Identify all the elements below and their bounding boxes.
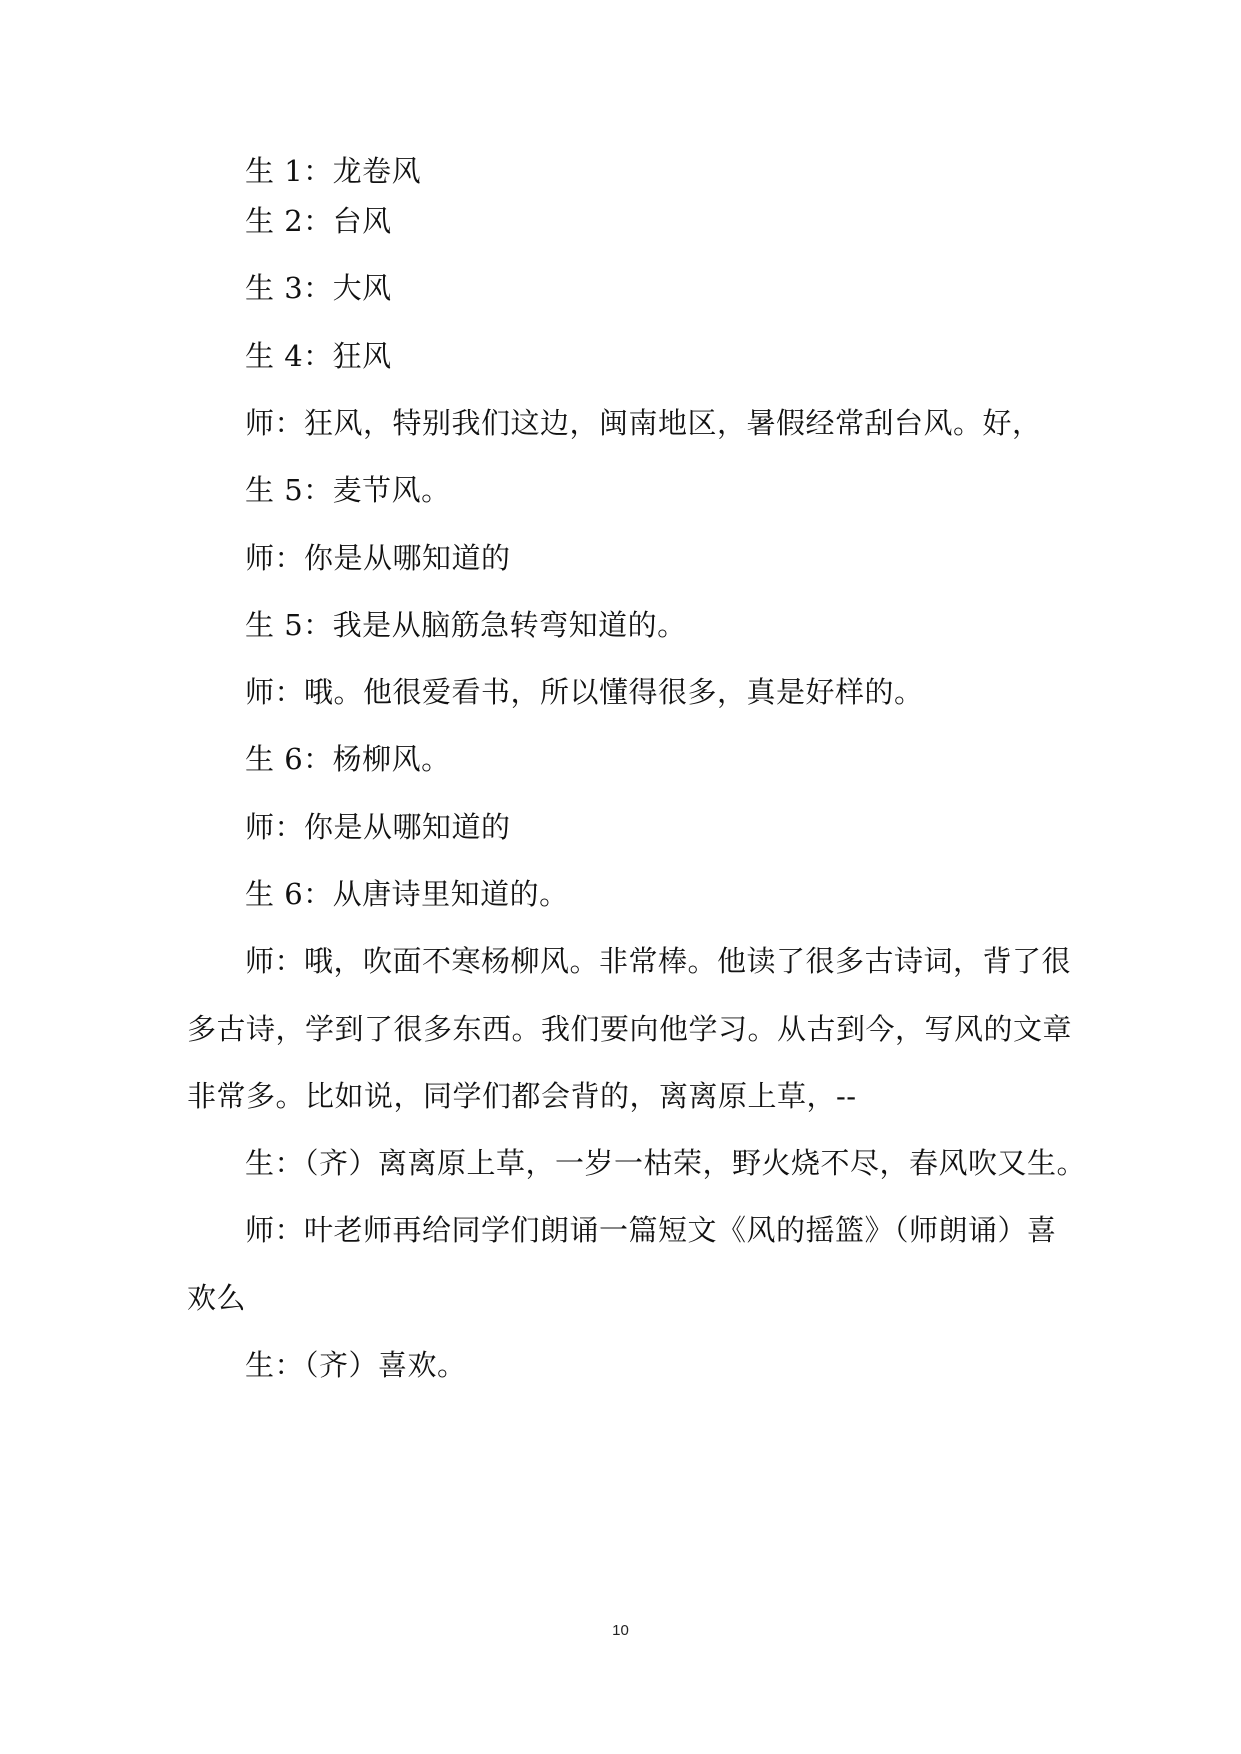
dialogue-line: 生 1：龙卷风 <box>245 154 422 188</box>
dialogue-line: 生 4：狂风 <box>245 339 392 373</box>
dialogue-line: 生 5：我是从脑筋急转弯知道的。 <box>245 608 687 642</box>
dialogue-line: 欢么 <box>187 1281 247 1315</box>
dialogue-line: 师：狂风，特别我们这边，闽南地区，暑假经常刮台风。好， <box>245 406 1042 440</box>
dialogue-line: 师：你是从哪知道的 <box>245 541 511 575</box>
dialogue-line: 生 5：麦节风。 <box>245 473 451 507</box>
dialogue-line: 非常多。比如说，同学们都会背的，离离原上草，-- <box>187 1079 857 1113</box>
dialogue-line: 生 6：杨柳风。 <box>245 742 451 776</box>
dialogue-line: 生：（齐）喜欢。 <box>245 1348 467 1382</box>
dialogue-line: 生 2：台风 <box>245 204 392 238</box>
dialogue-line: 多古诗，学到了很多东西。我们要向他学习。从古到今，写风的文章 <box>187 1012 1073 1046</box>
page-number: 10 <box>612 1622 629 1639</box>
dialogue-line: 生：（齐）离离原上草，一岁一枯荣，野火烧不尽，春风吹又生。 <box>245 1146 1087 1180</box>
dialogue-line: 生 6：从唐诗里知道的。 <box>245 877 569 911</box>
dialogue-line: 师：哦。他很爱看书，所以懂得很多，真是好样的。 <box>245 675 924 709</box>
dialogue-line: 师：你是从哪知道的 <box>245 810 511 844</box>
dialogue-line: 师：哦，吹面不寒杨柳风。非常棒。他读了很多古诗词，背了很 <box>245 944 1072 978</box>
dialogue-line: 师：叶老师再给同学们朗诵一篇短文《风的摇篮》（师朗诵）喜 <box>245 1213 1057 1247</box>
dialogue-line: 生 3：大风 <box>245 271 392 305</box>
